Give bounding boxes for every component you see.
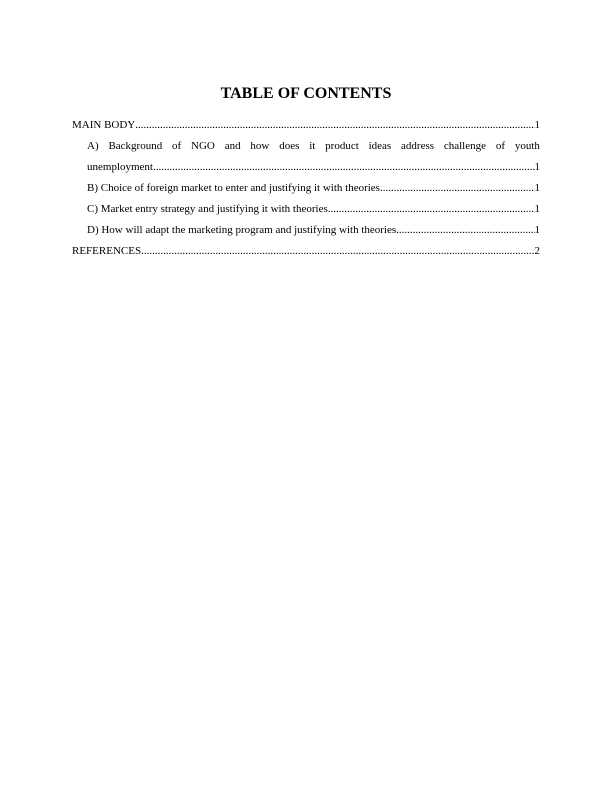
toc-entry-main-body[interactable] xyxy=(72,115,540,136)
dot-leader xyxy=(396,220,534,241)
toc-word: of xyxy=(172,140,182,152)
toc-entry-label[interactable]: C) Market entry strategy and justifying it with theories xyxy=(87,203,328,215)
toc-entry-label[interactable]: unemployment xyxy=(87,161,153,173)
toc-entry-label[interactable]: MAIN BODY xyxy=(72,119,136,131)
toc-word: does xyxy=(279,140,300,152)
dot-leader xyxy=(153,157,535,178)
dot-leader xyxy=(135,115,534,136)
toc-entry-label[interactable]: D) How will adapt the marketing program and justifying with theories xyxy=(87,224,397,236)
toc-entry-d[interactable] xyxy=(72,220,540,241)
toc-entry-a-line2[interactable] xyxy=(72,157,540,178)
toc-word: of xyxy=(495,140,506,152)
toc-page-number: 1 xyxy=(534,224,540,236)
toc-entry-label[interactable]: REFERENCES xyxy=(72,245,142,257)
toc-word: youth xyxy=(514,140,540,152)
toc-entry-references[interactable] xyxy=(72,241,540,262)
dot-leader xyxy=(380,178,535,199)
toc-entry-b[interactable] xyxy=(72,178,540,199)
toc-word: Background xyxy=(108,140,163,152)
toc-page-number: 1 xyxy=(534,119,540,131)
table-of-contents xyxy=(72,115,540,262)
toc-word: address xyxy=(401,140,435,152)
toc-page-number: 1 xyxy=(534,203,540,215)
toc-title: TABLE OF CONTENTS xyxy=(220,85,392,102)
toc-entry-a-line1[interactable] xyxy=(72,136,540,157)
toc-word: and xyxy=(224,140,241,152)
toc-entry-c[interactable] xyxy=(72,199,540,220)
toc-page-number: 1 xyxy=(534,161,540,173)
toc-word: product xyxy=(325,140,359,152)
toc-page-number: 2 xyxy=(534,245,540,257)
toc-word: A) xyxy=(87,140,99,152)
toc-word: ideas xyxy=(368,140,392,152)
toc-word: NGO xyxy=(191,140,215,152)
toc-word: how xyxy=(250,140,270,152)
dot-leader xyxy=(328,199,535,220)
dot-leader xyxy=(141,241,534,262)
toc-page-number: 1 xyxy=(534,182,540,194)
toc-word: challenge xyxy=(443,140,487,152)
toc-entry-label[interactable]: B) Choice of foreign market to enter and justifying it with theories xyxy=(87,182,380,194)
toc-word: it xyxy=(309,140,316,152)
